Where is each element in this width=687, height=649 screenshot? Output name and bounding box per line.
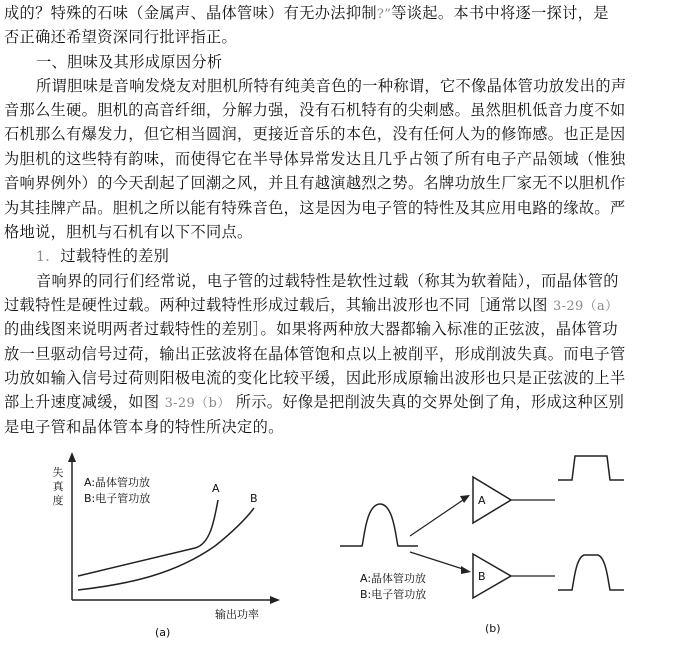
y-axis-arrow <box>68 452 76 462</box>
paragraph-line: 音响界的同行们经常说，电子管的过载特性是软性过载（称其为软着陆），而晶体管的 <box>36 272 619 290</box>
text-segment: 部上升速度减缓，如图 <box>4 393 160 411</box>
y-axis-label: 真 <box>52 480 64 493</box>
amplifier-a-label: A <box>478 494 486 507</box>
subsection-heading <box>36 245 687 268</box>
paragraph-line: 石机那么有爆发力，但它相当圆润，更接近音乐的本色，没有任何人为的修饰感。也正是因 <box>4 125 626 143</box>
paragraph-line <box>4 2 686 26</box>
soft-clipped-wave-b <box>558 555 624 590</box>
signal-arrow-up <box>410 498 466 536</box>
figure-caption: (b) <box>485 622 501 635</box>
paragraph-line: 是电子管和晶体管本身的特性所决定的。 <box>4 418 284 436</box>
paragraph-line: 放一旦驱动信号过荷，输出正弦波将在晶体管饱和点以上被削平，形成削波失真。而电子管 <box>4 345 626 363</box>
paragraph-line: 否正确还希望资深同行批评指正。 <box>4 28 238 46</box>
input-sine-wave <box>340 504 418 546</box>
legend-a: A:晶体管功放 <box>84 476 151 489</box>
text-segment: 等谈起。本书中将逐一探讨，是 <box>391 4 609 22</box>
paragraph-line: 所谓胆味是音响发烧友对胆机所特有纯美音色的一种称谓，它不像晶体管功放发出的声 <box>36 77 627 95</box>
paragraph-line: 功放如输入信号过荷则阳极电流的变化比较平缓，因此形成原输出波形也只是正弦波的上半 <box>4 369 626 387</box>
paragraph-line: 为胆机的这些特有韵味，而使得它在半导体异常发达且几乎占领了所有电子产品领域（惟独 <box>4 150 626 168</box>
figure-reference: 3-29（a） <box>553 299 619 314</box>
text-segment: 过载特性是硬性过载。两种过载特性形成过载后，其输出波形也不同［通常以图 <box>4 296 548 314</box>
curve-b-label: B <box>250 492 258 505</box>
y-axis-label: 失 <box>52 466 64 479</box>
figure-a <box>0 440 300 649</box>
figure-reference: 3-29（b） <box>164 396 231 411</box>
legend-b: B:电子管功放 <box>360 588 427 601</box>
paragraph-line <box>4 391 686 415</box>
x-axis-label: 输出功率 <box>215 608 259 621</box>
signal-arrowhead <box>460 495 470 503</box>
subsection-number: 1. <box>36 249 51 265</box>
x-axis-arrow <box>270 596 280 604</box>
y-axis-label: 度 <box>52 494 64 507</box>
text-segment: 所示。好像是把削波失真的交界处倒了角，形成这种区别 <box>235 393 625 411</box>
curve-a <box>78 500 218 576</box>
paragraph-line: 为其挂牌产品。胆机之所以能有特殊音色，这是因为电子管的特性及其应用电路的缘故。严 <box>4 199 626 217</box>
signal-arrowhead <box>461 566 471 574</box>
curve-a-label: A <box>212 482 220 495</box>
paragraph-line: 格地说，胆机与石机有以下不同点。 <box>4 223 253 241</box>
figure-b <box>330 440 687 649</box>
text-segment: 成的？特殊的石味（金属声、晶体管味）有无办法抑制 <box>4 4 377 22</box>
amplifier-b-label: B <box>478 570 486 583</box>
paragraph-line: 音响界例外）的今天刮起了回潮之风，并且有越演越烈之势。名牌功放生厂家无不以胆机作 <box>4 174 626 192</box>
signal-arrow-down <box>410 552 466 570</box>
subsection-title: 过载特性的差别 <box>60 247 170 265</box>
curve-b <box>78 508 254 590</box>
paragraph-line: 音那么生硬。胆机的高音纤细，分解力强，没有石机特有的尖刺感。虽然胆机低音力度不如 <box>4 101 626 119</box>
paragraph-line: 的曲线图来说明两者过载特性的差别］。如果将两种放大器都输入标准的正弦波，晶体管功 <box>4 320 618 338</box>
figure-caption: (a) <box>155 626 171 639</box>
paragraph-line <box>4 294 686 318</box>
text-segment: ?” <box>376 7 392 22</box>
legend-b: B:电子管功放 <box>84 492 151 505</box>
clipped-wave-a <box>558 456 624 480</box>
section-heading: 一、胆味及其形成原因分析 <box>36 53 223 71</box>
legend-a: A:晶体管功放 <box>360 572 427 585</box>
